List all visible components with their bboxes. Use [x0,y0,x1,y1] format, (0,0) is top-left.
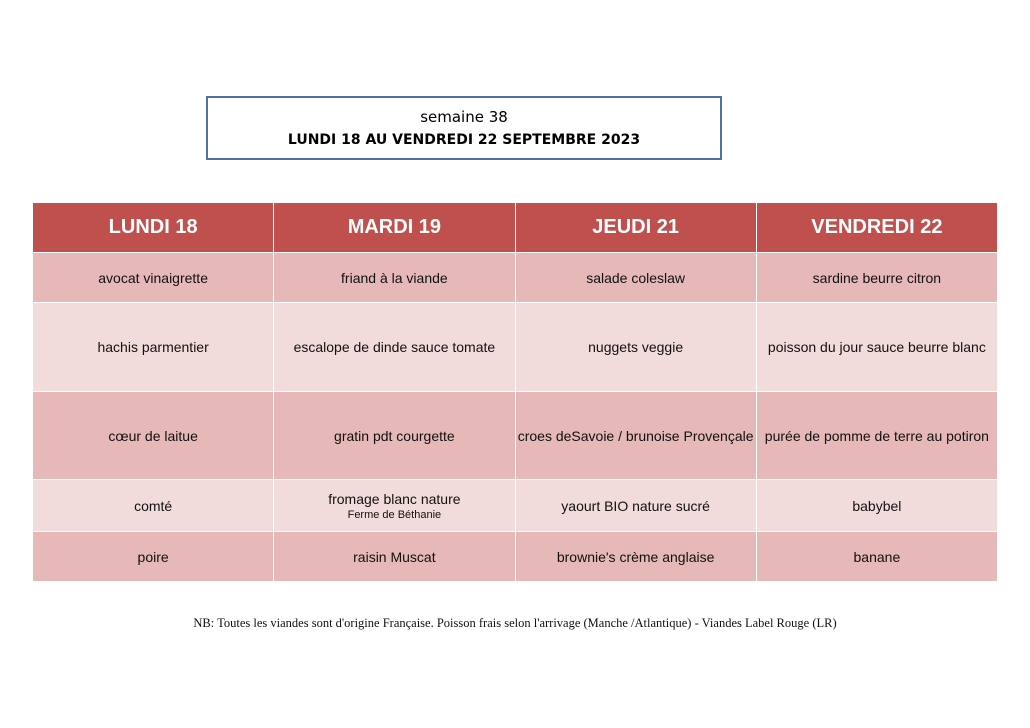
menu-cell: escalope de dinde sauce tomate [274,303,515,392]
menu-cell: friand à la viande [274,253,515,303]
menu-cell: avocat vinaigrette [33,253,274,303]
table-row-starter [33,253,998,303]
table-row-dessert [33,532,998,582]
menu-cell: purée de pomme de terre au potiron [756,392,997,480]
table-row-side [33,392,998,480]
week-label: semaine 38 [420,108,508,126]
day-header-vendredi: VENDREDI 22 [756,203,997,253]
menu-cell: raisin Muscat [274,532,515,582]
menu-cell: yaourt BIO nature sucré [515,480,756,532]
menu-cell: gratin pdt courgette [274,392,515,480]
menu-cell: croes deSavoie / brunoise Provençale [515,392,756,480]
menu-item-text: fromage blanc nature [328,490,461,507]
menu-cell: salade coleslaw [515,253,756,303]
day-header-row [33,203,998,253]
menu-cell: poisson du jour sauce beurre blanc [756,303,997,392]
origin-note: Ferme de Béthanie [347,508,442,521]
menu-cell: babybel [756,480,997,532]
menu-cell: nuggets veggie [515,303,756,392]
day-header-mardi: MARDI 19 [274,203,515,253]
menu-cell: cœur de laitue [33,392,274,480]
menu-cell: hachis parmentier [33,303,274,392]
menu-cell: banane [756,532,997,582]
day-header-lundi: LUNDI 18 [33,203,274,253]
menu-cell: poire [33,532,274,582]
table-row-dairy [33,480,998,532]
table-row-main [33,303,998,392]
menu-cell: brownie's crème anglaise [515,532,756,582]
day-header-jeudi: JEUDI 21 [515,203,756,253]
footnote: NB: Toutes les viandes sont d'origine Française. Poisson frais selon l'arrivage (Manche /Atlantique) - Viandes Label Rouge (LR) [193,616,837,630]
date-range-label: LUNDI 18 AU VENDREDI 22 SEPTEMBRE 2023 [287,132,641,148]
menu-cell-with-note [274,480,515,532]
menu-cell: comté [33,480,274,532]
week-title-box [206,96,722,160]
menu-table [32,202,998,582]
menu-cell: sardine beurre citron [756,253,997,303]
